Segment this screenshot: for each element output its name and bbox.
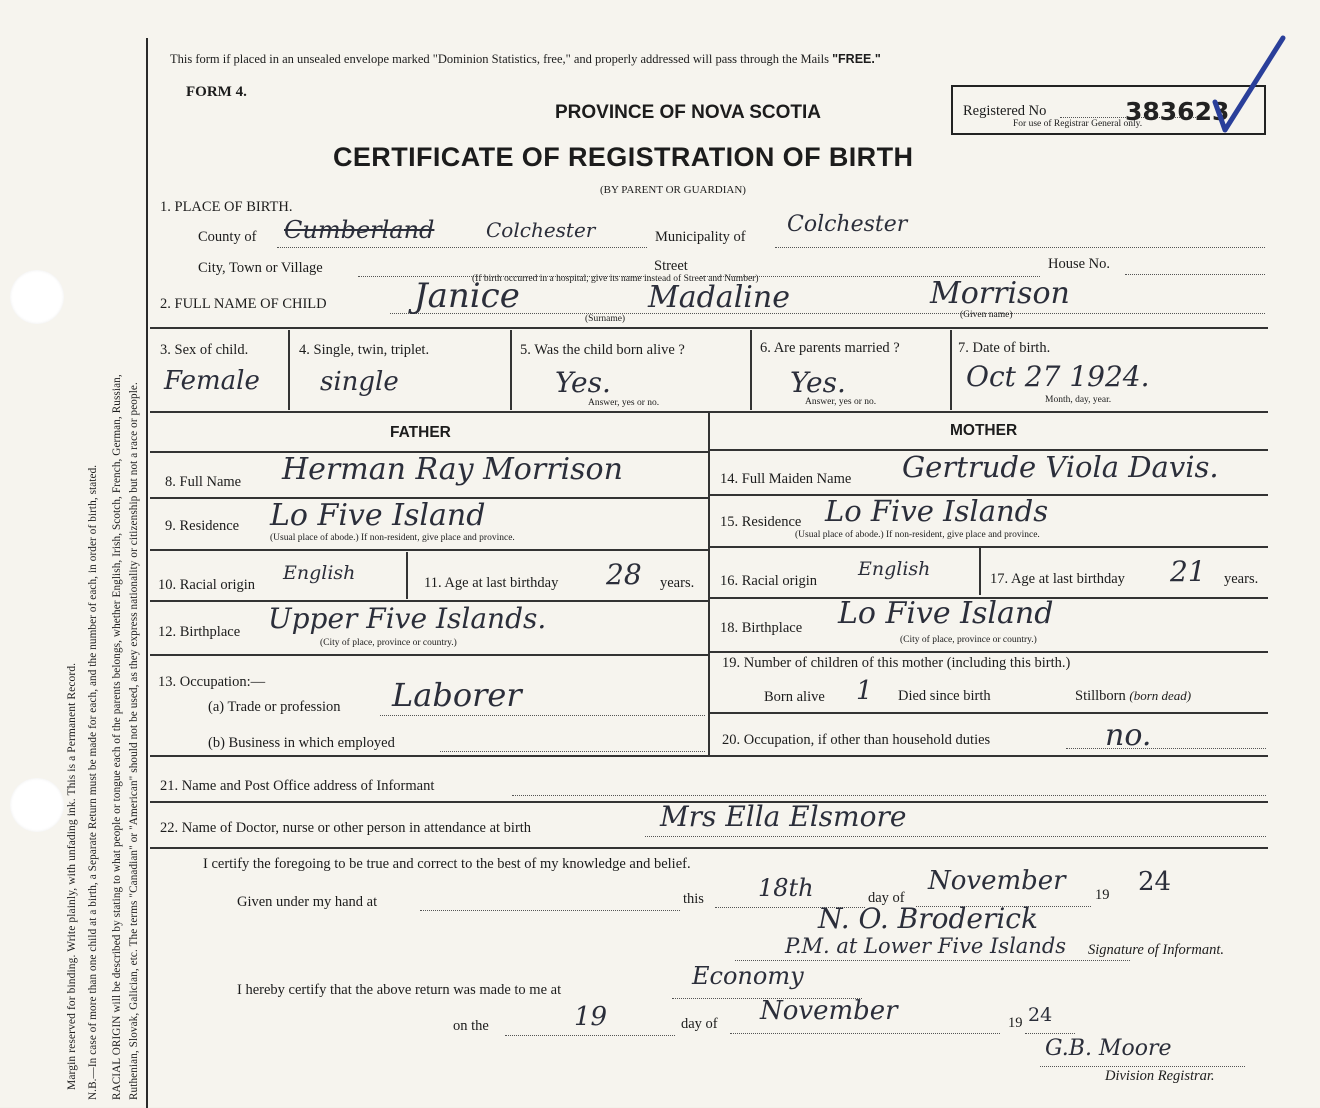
father-name-value: Herman Ray Morrison bbox=[282, 452, 623, 487]
registrar-year-value: 24 bbox=[1028, 1004, 1053, 1026]
place-of-birth-label: 1. PLACE OF BIRTH. bbox=[160, 199, 293, 215]
municipality-line bbox=[775, 247, 1265, 248]
binding-hole-bottom bbox=[10, 778, 64, 832]
surname-note: (Surname) bbox=[585, 314, 626, 324]
mother-occupation-label: 20. Occupation, if other than household duties bbox=[722, 732, 991, 748]
margin-note-binding: Margin reserved for binding. Write plainly, with unfading ink. This is a Permanent Record. bbox=[66, 662, 78, 1090]
row3-divider-2 bbox=[510, 330, 512, 410]
informant-signature-line bbox=[735, 960, 1130, 961]
mother-name-value: Gertrude Viola Davis. bbox=[902, 450, 1219, 484]
mother-children-rule bbox=[708, 712, 1268, 714]
informant-signature: N. O. Broderick bbox=[818, 902, 1038, 935]
hospital-note: (If birth occurred in a hospital, give its name instead of Street and Number) bbox=[472, 274, 759, 284]
mother-birthplace-value: Lo Five Island bbox=[838, 596, 1054, 631]
mother-racial-divider bbox=[979, 548, 981, 595]
father-name-label: 8. Full Name bbox=[165, 474, 242, 490]
rule-above-row3 bbox=[150, 327, 1268, 329]
father-heading: FATHER bbox=[390, 424, 451, 441]
child-last-name-value: Morrison bbox=[930, 276, 1070, 311]
date-of-birth-value: Oct 27 1924. bbox=[966, 360, 1150, 393]
mother-occupation-line bbox=[1066, 748, 1266, 749]
margin-note-multiple-births: N.B.—In case of more than one child at a birth, a Separate Return must be made for each, and the number of each, in order of birth, stated. bbox=[87, 464, 99, 1100]
father-trade-label: (a) Trade or profession bbox=[208, 699, 341, 715]
father-trade-line bbox=[380, 715, 705, 716]
blue-check-mark bbox=[1205, 30, 1295, 140]
father-trade-value: Laborer bbox=[392, 676, 522, 714]
child-middle-name-value: Madaline bbox=[648, 280, 790, 315]
father-age-value: 28 bbox=[606, 558, 642, 591]
mother-birthplace-label: 18. Birthplace bbox=[720, 620, 803, 636]
registrar-month-value: November bbox=[760, 996, 898, 1026]
mail-notice-text: This form if placed in an unsealed envelope marked "Dominion Statistics, free," and properly addressed will pass through the Mails bbox=[170, 52, 833, 66]
father-age-label: 11. Age at last birthday bbox=[424, 575, 559, 591]
mother-birthplace-rule bbox=[708, 651, 1268, 653]
house-line bbox=[1125, 274, 1265, 275]
plurality-value: single bbox=[320, 367, 399, 397]
parents-married-value: Yes. bbox=[790, 366, 846, 399]
mother-name-label: 14. Full Maiden Name bbox=[720, 471, 852, 487]
registered-label: Registered No bbox=[963, 103, 1047, 119]
mother-age-value: 21 bbox=[1170, 555, 1206, 588]
father-residence-note: (Usual place of abode.) If non-resident, give place and province. bbox=[270, 533, 515, 543]
mother-heading: MOTHER bbox=[950, 422, 1018, 439]
mother-born-alive-label: Born alive bbox=[764, 689, 825, 705]
mother-racial-value: English bbox=[858, 558, 931, 580]
father-birthplace-note: (City of place, province or country.) bbox=[320, 638, 457, 648]
row3-divider-3 bbox=[750, 330, 752, 410]
doctor-label: 22. Name of Doctor, nurse or other person in attendance at birth bbox=[160, 820, 532, 836]
margin-note-racial-origin-2: Ruthenian, Slovak, Galician, etc. The terms "Canadian" or "American" should not be used, as they express nationality or citizenship but not a race or people. bbox=[128, 382, 140, 1100]
mother-stillborn-note: (born dead) bbox=[1129, 688, 1192, 703]
father-occupation-label: 13. Occupation:— bbox=[158, 674, 266, 690]
mother-stillborn-label bbox=[1075, 688, 1191, 705]
mother-age-label: 17. Age at last birthday bbox=[990, 571, 1125, 587]
registrar-note: For use of Registrar General only. bbox=[1013, 119, 1143, 129]
registrar-month-line bbox=[730, 1033, 1000, 1034]
certify-day-of-label: day of bbox=[868, 890, 905, 906]
county-value: Colchester bbox=[486, 218, 596, 242]
father-racial-value: English bbox=[283, 562, 356, 584]
certify-day-value: 18th bbox=[758, 874, 814, 902]
mail-notice bbox=[170, 52, 881, 67]
registrar-day-of-label: day of bbox=[681, 1016, 718, 1032]
mother-stillborn-text: Stillborn bbox=[1075, 688, 1126, 704]
city-label: City, Town or Village bbox=[198, 260, 323, 276]
province-heading: PROVINCE OF NOVA SCOTIA bbox=[555, 102, 822, 123]
mother-born-alive-value: 1 bbox=[856, 676, 873, 706]
father-birthplace-rule bbox=[150, 654, 708, 656]
sex-label: 3. Sex of child. bbox=[160, 342, 249, 358]
father-residence-rule bbox=[150, 549, 708, 551]
rule-below-parents bbox=[150, 755, 1268, 757]
registered-number-value: 383623 bbox=[1125, 97, 1230, 126]
certify-year-value: 24 bbox=[1138, 867, 1172, 897]
given-under-line bbox=[420, 910, 680, 911]
mail-notice-free: "FREE." bbox=[832, 52, 881, 66]
father-residence-value: Lo Five Island bbox=[270, 498, 486, 533]
informant-signature-label: Signature of Informant. bbox=[1088, 942, 1225, 958]
date-of-birth-label: 7. Date of birth. bbox=[958, 340, 1051, 356]
certificate-title: CERTIFICATE OF REGISTRATION OF BIRTH bbox=[333, 142, 914, 172]
registrar-signature-label: Division Registrar. bbox=[1105, 1068, 1215, 1084]
given-under-label: Given under my hand at bbox=[237, 894, 378, 910]
date-of-birth-note: Month, day, year. bbox=[1045, 395, 1112, 405]
child-name-line bbox=[390, 313, 1265, 314]
born-alive-value: Yes. bbox=[555, 366, 611, 399]
registrar-day-value: 19 bbox=[574, 1002, 608, 1032]
mother-residence-value: Lo Five Islands bbox=[825, 494, 1049, 528]
registrar-day-line bbox=[505, 1035, 675, 1036]
registrar-signature: G.B. Moore bbox=[1045, 1036, 1172, 1061]
form-number: FORM 4. bbox=[186, 84, 247, 100]
plurality-label: 4. Single, twin, triplet. bbox=[299, 342, 430, 358]
mother-died-label: Died since birth bbox=[898, 688, 991, 704]
certify-month-value: November bbox=[928, 866, 1066, 896]
given-name-note: (Given name) bbox=[960, 310, 1013, 320]
mother-residence-label: 15. Residence bbox=[720, 514, 802, 530]
margin-rule bbox=[146, 38, 148, 1108]
parents-center-divider bbox=[708, 412, 710, 755]
row3-divider-4 bbox=[950, 330, 952, 410]
informant-label: 21. Name and Post Office address of Informant bbox=[160, 778, 435, 794]
registrar-statement: I hereby certify that the above return was made to me at bbox=[237, 982, 562, 998]
registrar-on-the-label: on the bbox=[453, 1018, 489, 1034]
row3-divider-1 bbox=[288, 330, 290, 410]
registrar-year-line bbox=[1025, 1033, 1075, 1034]
father-birthplace-value: Upper Five Islands. bbox=[268, 602, 547, 635]
mother-occupation-value: no. bbox=[1105, 718, 1152, 753]
born-alive-note: Answer, yes or no. bbox=[588, 398, 660, 408]
father-business-label: (b) Business in which employed bbox=[208, 735, 395, 751]
municipality-value: Colchester bbox=[787, 212, 908, 237]
county-line bbox=[277, 247, 647, 248]
municipality-label: Municipality of bbox=[655, 229, 746, 245]
street-label: Street bbox=[654, 258, 688, 274]
mother-age-unit: years. bbox=[1224, 571, 1259, 587]
mother-residence-rule bbox=[708, 546, 1268, 548]
father-business-line bbox=[440, 751, 705, 752]
father-racial-divider bbox=[406, 552, 408, 599]
margin-note-racial-origin-1: RACIAL ORIGIN will be described by stating to what people or tongue each of the parents belongs, whether English, Irish, Scotch, French, German, Russian, bbox=[111, 374, 123, 1100]
registrar-signature-line bbox=[1040, 1066, 1245, 1067]
informant-line bbox=[512, 795, 1266, 796]
informant-signature-place: P.M. at Lower Five Islands bbox=[785, 934, 1067, 958]
father-racial-label: 10. Racial origin bbox=[158, 577, 256, 593]
doctor-value: Mrs Ella Elsmore bbox=[660, 800, 907, 833]
father-residence-label: 9. Residence bbox=[165, 518, 240, 534]
doctor-line bbox=[645, 836, 1266, 837]
mother-racial-label: 16. Racial origin bbox=[720, 573, 818, 589]
registrar-place-value: Economy bbox=[692, 962, 804, 990]
father-age-unit: years. bbox=[660, 575, 695, 591]
child-name-label: 2. FULL NAME OF CHILD bbox=[160, 296, 327, 312]
certify-statement: I certify the foregoing to be true and correct to the best of my knowledge and belief. bbox=[203, 856, 691, 872]
mother-residence-note: (Usual place of abode.) If non-resident, give place and province. bbox=[795, 530, 1040, 540]
mother-birthplace-note: (City of place, province or country.) bbox=[900, 635, 1037, 645]
certificate-subtitle: (BY PARENT OR GUARDIAN) bbox=[600, 184, 746, 196]
father-birthplace-label: 12. Birthplace bbox=[158, 624, 241, 640]
parents-married-label: 6. Are parents married ? bbox=[760, 340, 900, 356]
binding-hole-top bbox=[10, 270, 64, 324]
sex-value: Female bbox=[164, 366, 260, 396]
mother-children-label: 19. Number of children of this mother (including this birth.) bbox=[722, 655, 1071, 671]
rule-below-doctor bbox=[150, 847, 1268, 849]
county-struck-value: Cumberland bbox=[284, 216, 435, 244]
certify-year-prefix: 19 bbox=[1095, 887, 1110, 903]
parents-married-note: Answer, yes or no. bbox=[805, 397, 877, 407]
born-alive-label: 5. Was the child born alive ? bbox=[520, 342, 685, 358]
child-first-name-value: Janice bbox=[414, 276, 520, 316]
county-label: County of bbox=[198, 229, 257, 245]
house-label: House No. bbox=[1048, 256, 1111, 272]
certify-this-label: this bbox=[683, 891, 704, 907]
registrar-year-prefix: 19 bbox=[1008, 1015, 1023, 1031]
